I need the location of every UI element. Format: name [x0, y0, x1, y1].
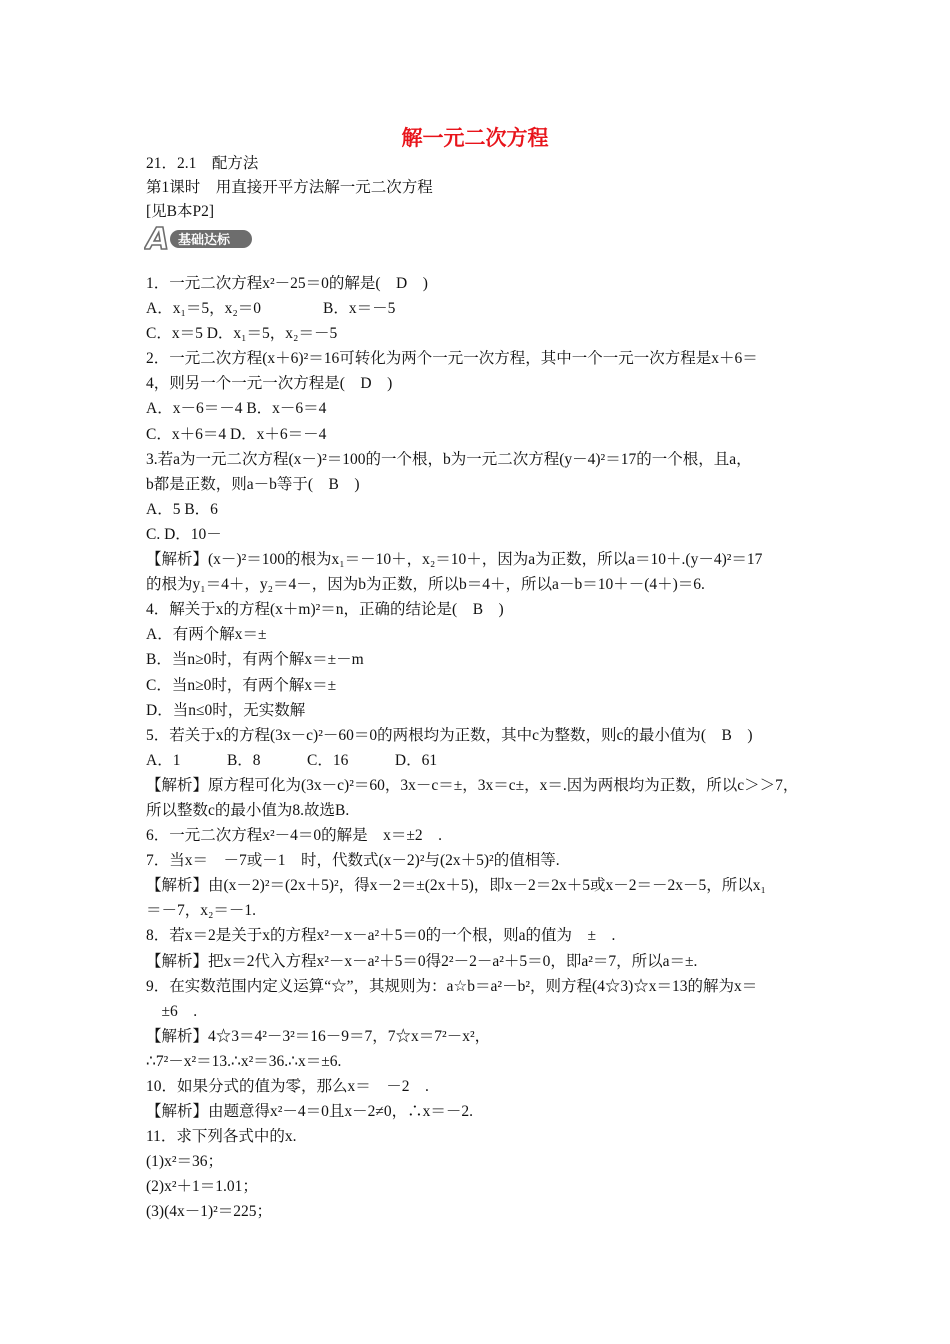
text-line: A．x₁＝5，x₂＝0 B．x＝－5: [146, 300, 396, 318]
text-line: C．x＋6＝4 D．x＋6＝－4: [146, 425, 327, 443]
text-line: A．5 B．6: [146, 500, 218, 518]
text-line: 【解析】4☆3＝4²－3²＝16－9＝7，7☆x＝7²－x²，: [146, 1027, 491, 1045]
text-line: A．x－6＝－4 B．x－6＝4: [146, 400, 327, 418]
text-line: 【解析】由题意得x²－4＝0且x－2≠0，∴x＝－2.: [146, 1103, 474, 1121]
text-line: 【解析】把x＝2代入方程x²－x－a²＋5＝0得2²－2－a²＋5＝0，即a²＝7，所以a＝±.: [146, 952, 698, 970]
text-line: 【解析】(x－)²＝100的根为x₁＝－10＋，x₂＝10＋，因为a为正数，所以a＝10＋.(y－4)²＝17: [146, 551, 763, 569]
exercise-content: [146, 271, 810, 1225]
text-line: A．有两个解x＝±: [146, 626, 267, 644]
text-line: ∴7²－x²＝13.∴x²＝36.∴x＝±6.: [146, 1052, 342, 1070]
badge-label: 基础达标: [178, 233, 231, 248]
text-line: ＝－7，x₂＝－1.: [146, 902, 257, 920]
text-line: 3.若a为一元二次方程(x－)²＝100的一个根，b为一元二次方程(y－4)²＝17的一个根，且a，: [146, 450, 752, 468]
text-line: 5．若关于x的方程(3x－c)²－60＝0的两根均为正数，其中c为整数，则c的最小值为( B ): [146, 726, 753, 744]
document-header: [146, 152, 433, 224]
text-line: 4．解关于x的方程(x＋m)²＝n，正确的结论是( B ): [146, 601, 504, 619]
text-line: 2．一元二次方程(x＋6)²＝16可转化为两个一元一次方程，其中一个一元一次方程是x＋6＝: [146, 350, 758, 368]
text-line: 所以整数c的最小值为8.故选B.: [146, 801, 350, 819]
text-line: 7．当x＝ －7或－1 时，代数式(x－2)²与(2x＋5)²的值相等.: [146, 852, 560, 870]
text-line: D．当n≤0时，无实数解: [146, 701, 306, 719]
text-line: 10．如果分式的值为零，那么x＝ －2 .: [146, 1078, 429, 1095]
text-line: 【解析】由(x－2)²＝(2x＋5)²，得x－2＝±(2x＋5)，即x－2＝2x＋5或x－2＝－2x－5，所以x₁: [146, 877, 766, 895]
text-line: 9．在实数范围内定义运算“☆”，其规则为：a☆b＝a²－b²，则方程(4☆3)☆x＝13的解为x＝: [146, 977, 758, 995]
text-line: 11．求下列各式中的x.: [146, 1128, 297, 1146]
text-line: C．x＝5 D．x₁＝5，x₂＝－5: [146, 325, 338, 343]
text-line: (2)x²＋1＝1.01；: [146, 1178, 258, 1196]
text-line: 6．一元二次方程x²－4＝0的解是 x＝±2 .: [146, 827, 443, 845]
section-heading: 21．2.1 配方法: [146, 155, 259, 172]
text-line: 4，则另一个一元一次方程是( D ): [146, 375, 393, 393]
text-line: B．当n≥0时，有两个解x＝±－m: [146, 651, 364, 669]
text-line: C. D．10－: [146, 525, 222, 543]
text-line: A．1 B．8 C．16 D．61: [146, 751, 438, 769]
text-line: 的根为y₁＝4＋，y₂＝4－，因为b为正数，所以b＝4＋，所以a－b＝10＋－(4＋)＝6.: [146, 576, 705, 594]
lesson-heading: 第1课时 用直接开平方法解一元二次方程: [146, 179, 433, 196]
badge-letter: A: [146, 222, 170, 252]
text-line: ±6 .: [146, 1002, 198, 1020]
text-line: (1)x²＝36；: [146, 1153, 223, 1171]
text-line: 【解析】原方程可化为(3x－c)²＝60，3x－c＝±，3x＝c±，x＝.因为两根均为正数，所以c＞＞7，: [146, 776, 799, 794]
text-line: (3)(4x－1)²＝225；: [146, 1203, 273, 1221]
text-line: C．当n≥0时，有两个解x＝±: [146, 676, 337, 694]
book-reference: [见B本P2]: [146, 203, 215, 220]
text-line: b都是正数，则a－b等于( B ): [146, 475, 360, 493]
text-line: 1．一元二次方程x²－25＝0的解是( D ): [146, 275, 428, 292]
text-line: 8．若x＝2是关于x的方程x²－x－a²＋5＝0的一个根，则a的值为 ± .: [146, 927, 616, 945]
basic-standard-badge: [144, 222, 254, 252]
page-title: 解一元二次方程: [401, 126, 549, 150]
